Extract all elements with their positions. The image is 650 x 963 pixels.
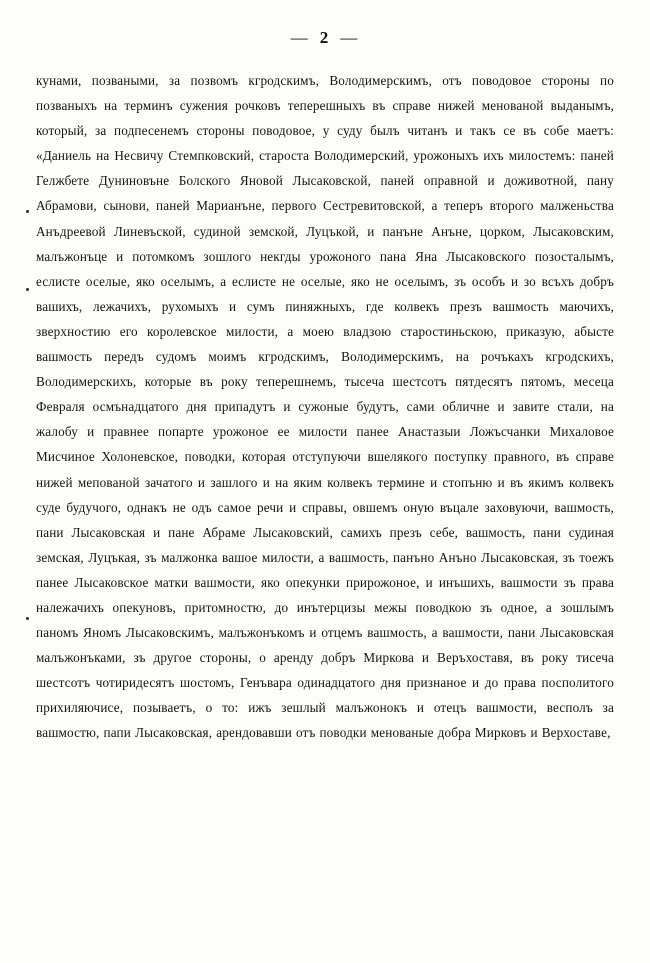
document-body: [36, 68, 614, 746]
header-dash-right: —: [340, 28, 360, 47]
page-header: [0, 28, 650, 48]
header-dash-left: —: [290, 28, 310, 47]
margin-dot: [26, 617, 29, 620]
body-paragraph: кунами, позваными, за позвомъ кгродскимъ, Володимерскимъ, отъ поводовое стороны по позваныхъ на терминъ сужения рочковъ теперешныхъ въ справе нижей менованой выданымъ, который, за подпесенемъ стороны поводовое, у суду былъ читанъ и такъ се въ собе маетъ: «Даниель на Несвичу Стемпковский, староста Володимерский, урожоныхъ ихъ милостемъ: паней Гелжбете Дуниновъне Болского Яновой Лысаковской, паней оправной и доживотной, пану Абрамови, сынови, паней Марианъне, первого Сестревитовской, а теперъ второго малженьства Анъдреевой Линевъской, судиной земской, Луцъкой, и панъне Анъне, цорком, Лысаковским, малъжонъце и потомкомъ зошлого некгды урожоного пана Яна Лысаковского позосталымъ, еслисте оселые, яко оселымъ, а еслисте не оселые, яко не оселымъ, зъ особъ и зо всъхъ добръ вашихъ, лежачихъ, рухомыхъ и сумъ пиняжныхъ, где колвекъ презъ вашмость маючихъ, зверхностию его королевское милости, а моею владзою старостиньскою, приказую, абысте вашмость передъ судомъ моимъ кгродскимъ, Володимерскимъ, на рочъкахъ кгродскихъ, Володимерскихъ, которые въ року теперешнемъ, тысеча шестсотъ пятдесятъ пятомъ, месеца Февраля осмънадцатого дня припадутъ и сужоные будутъ, сами обличне и завите стали, на жалобу и правнее попарте урожоное ее милости панее Анастазыи Ложъсчанки Михаловое Мисчиное Холоневское, поводки, которая отступуючи вшелякого поступку правного, въ справе нижей мепованой зачатого и зашлого и на яким колвекъ термине и стопъню и въ якимъ колвекъ суде будучого, однакъ не одъ самое речи и справы, овшемъ оную въцале заховуючи, вашмость, пани Лысаковская и пане Абраме Лысаковский, самихъ презъ себе, вашмость, пани судиная земская, Луцъкая, зъ малжонка вашое милости, а вашмость, панъно Анъно Лысаковская, зъ тоежъ панее Лысаковское матки вашмости, яко опекунки прирожоное, и инъшихъ, вашмости зъ права належачихъ опекуновъ, притомностю, до инътерцизы межы поводкою зъ одное, а зошлымъ паномъ Яномъ Лысаковскимъ, малъжонъкомъ и отцемъ вашмость, а вашмости, пани Лысаковская малъжонъками, зъ другое стороны, о аренду добръ Миркова и Веръхоставя, въ року тисеча шестсотъ чотиридесятъ шостомъ, Генъвара одинадцатого дня признаное и до права посполитого прихиляючисе, позываетъ, о то: ижъ зешлый малъжонокъ и отецъ вашмости, весполъ за вашмостю, папи Лысаковская, арендовавши отъ поводки менованые добра Мирковъ и Верхоставе,: [36, 73, 614, 741]
margin-dot: [26, 288, 29, 291]
margin-dot: [26, 210, 29, 213]
page-number: 2: [319, 28, 331, 47]
